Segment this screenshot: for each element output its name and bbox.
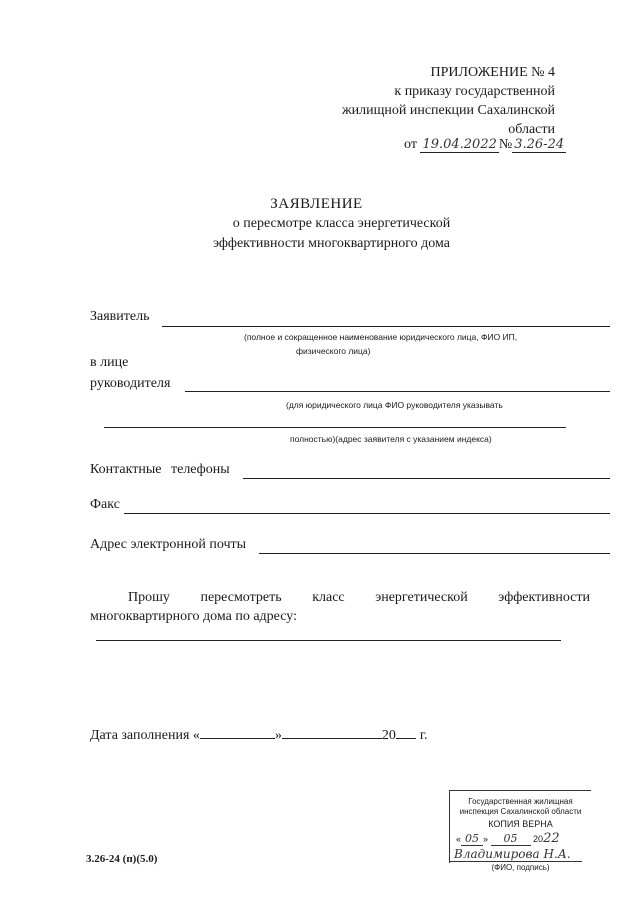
date-suffix: г. xyxy=(419,728,428,743)
applicant-field[interactable] xyxy=(162,326,610,327)
request-text-1: Прошу пересмотреть класс энергетической эффективности xyxy=(128,590,590,605)
stamp-line-1: Государственная жилищная xyxy=(468,797,573,806)
date-day-month-field[interactable] xyxy=(200,726,275,739)
address-request-field[interactable] xyxy=(96,640,561,641)
copy-certified-stamp xyxy=(449,790,591,872)
stamp-day: 05 xyxy=(461,832,483,846)
phones-field[interactable] xyxy=(243,478,610,479)
order-date-row xyxy=(404,137,566,153)
date-prefix: от xyxy=(404,137,417,152)
date-year-field[interactable] xyxy=(396,726,416,739)
inspection-name: жилищной инспекции Сахалинской xyxy=(341,103,555,118)
document-subtitle-1: о пересмотре класса энергетической xyxy=(232,216,451,231)
date-month-field[interactable] xyxy=(282,726,382,739)
fax-field[interactable] xyxy=(124,513,610,514)
address-field[interactable] xyxy=(104,427,566,428)
order-number-handwritten: 3.26-24 xyxy=(514,137,565,152)
person-hint-2: полностью)(адрес заявителя с указанием индекса) xyxy=(290,434,492,444)
email-field[interactable] xyxy=(259,553,610,554)
request-text-2: многоквартирного дома по адресу: xyxy=(90,609,297,624)
applicant-hint-1: (полное и сокращенное наименование юридического лица, ФИО ИП, xyxy=(244,332,518,342)
stamp-line-2: инспекция Сахалинской области xyxy=(459,807,582,816)
email-label: Адрес электронной почты xyxy=(90,537,247,552)
order-reference: к приказу государственной xyxy=(394,84,555,99)
fill-date-row xyxy=(90,726,428,744)
person-label-1: в лице xyxy=(90,355,129,370)
document-code: 3.26-24 (п)(5.0) xyxy=(86,853,158,865)
document-subtitle-2: эффективности многоквартирного дома xyxy=(212,236,451,251)
stamp-date-row: « 05 » 05 2022 xyxy=(456,831,560,846)
stamp-signature: Владимирова Н.А. xyxy=(450,847,582,862)
stamp-caption: (ФИО, подпись) xyxy=(491,863,550,872)
stamp-year-hand: 22 xyxy=(543,831,560,846)
date-label: Дата заполнения « xyxy=(90,728,200,743)
applicant-label: Заявитель xyxy=(90,309,150,324)
stamp-year-prefix: 20 xyxy=(533,834,544,844)
region-name: области xyxy=(508,122,555,137)
fax-label: Факс xyxy=(90,497,120,512)
phones-label: Контактные телефоны xyxy=(90,462,230,477)
document-title: ЗАЯВЛЕНИЕ xyxy=(270,196,363,212)
date-year-prefix: 20 xyxy=(381,728,396,743)
number-prefix: № xyxy=(498,137,513,152)
person-hint-1: (для юридического лица ФИО руководителя указывать xyxy=(286,400,503,410)
appendix-title: ПРИЛОЖЕНИЕ № 4 xyxy=(430,65,555,80)
date-quote-close: » xyxy=(274,728,282,743)
stamp-line-3: КОПИЯ ВЕРНА xyxy=(488,819,553,829)
director-field[interactable] xyxy=(185,391,610,392)
stamp-month: 05 xyxy=(491,832,531,846)
order-date-handwritten: 19.04.2022 xyxy=(422,137,497,152)
applicant-hint-2: физического лица) xyxy=(296,346,371,356)
person-label-2: руководителя xyxy=(90,376,171,391)
